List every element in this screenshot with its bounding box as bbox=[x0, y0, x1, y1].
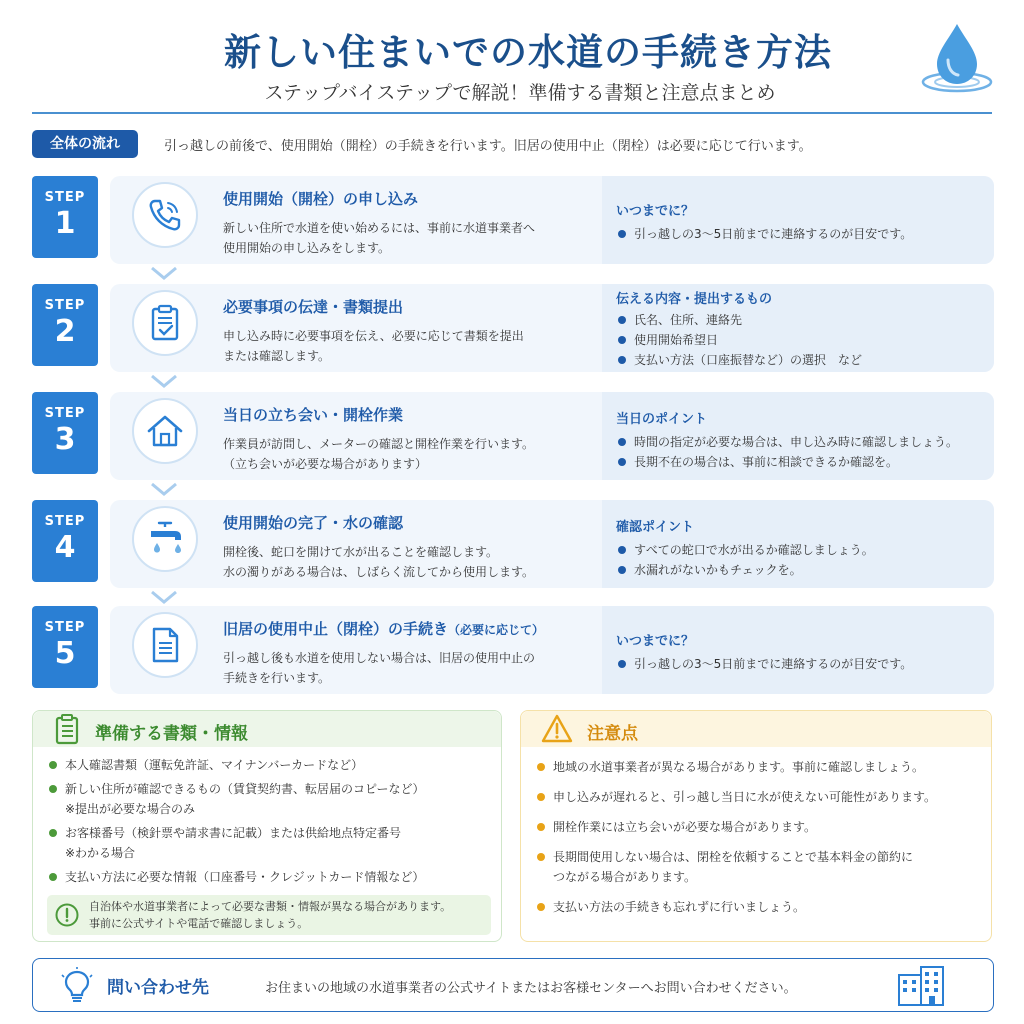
step-info-panel bbox=[602, 284, 994, 372]
faucet-icon bbox=[132, 506, 198, 572]
step-number: 1 bbox=[54, 206, 76, 241]
step-label: STEP bbox=[44, 298, 86, 313]
step-title-note: （必要に応じて） bbox=[448, 623, 545, 637]
info-list bbox=[616, 310, 862, 370]
list-item bbox=[47, 755, 425, 775]
step-desc-line: 手続きを行います。 bbox=[223, 671, 331, 685]
chevron-down-icon bbox=[148, 266, 180, 280]
step-badge bbox=[32, 176, 98, 258]
contact-title: 問い合わせ先 bbox=[107, 978, 209, 998]
item-note: ※わかる場合 bbox=[65, 846, 136, 860]
documents-note bbox=[47, 895, 491, 935]
step-desc-line: 新しい住所で水道を使い始めるには、事前に水道事業者へ bbox=[223, 221, 536, 235]
info-list bbox=[616, 540, 874, 580]
lightbulb-icon bbox=[59, 967, 95, 1005]
cautions-title: 注意点 bbox=[587, 724, 638, 744]
flow-text: 引っ越しの前後で、使用開始（開栓）の手続きを行います。旧居の使用中止（閉栓）は必要に応じて行います。 bbox=[164, 139, 812, 154]
step-badge bbox=[32, 392, 98, 474]
info-heading: 伝える内容・提出するもの bbox=[616, 292, 773, 307]
list-item bbox=[535, 757, 936, 777]
overall-flow bbox=[32, 130, 992, 158]
step-badge bbox=[32, 606, 98, 688]
step-title: 必要事項の伝達・書類提出 bbox=[223, 298, 404, 316]
documents-list bbox=[47, 755, 425, 891]
step-title: 使用開始（開栓）の申し込み bbox=[223, 190, 419, 208]
phone-icon bbox=[132, 182, 198, 248]
step-description bbox=[223, 326, 524, 366]
chevron-down-icon bbox=[148, 590, 180, 604]
info-heading: いつまでに？ bbox=[616, 204, 695, 219]
step-desc-line: 作業員が訪問し、メーターの確認と開栓作業を行います。 bbox=[223, 437, 535, 451]
step-info-panel bbox=[602, 176, 994, 264]
list-item bbox=[535, 847, 936, 887]
header-divider bbox=[32, 112, 992, 114]
warning-icon bbox=[541, 713, 573, 745]
list-item bbox=[47, 867, 425, 887]
cautions-header bbox=[521, 711, 991, 747]
building-icon bbox=[895, 965, 947, 1007]
step-description bbox=[223, 648, 535, 688]
step-desc-line: 使用開始の申し込みをします。 bbox=[223, 241, 391, 255]
info-item: 引っ越しの3〜5日前までに連絡するのが目安です。 bbox=[616, 654, 912, 674]
step-badge bbox=[32, 284, 98, 366]
info-heading: いつまでに？ bbox=[616, 634, 695, 649]
info-heading: 当日のポイント bbox=[616, 412, 708, 427]
step-1 bbox=[32, 176, 994, 264]
info-list bbox=[616, 224, 912, 244]
item-text: 開栓作業には立ち会いが必要な場合があります。 bbox=[553, 820, 817, 834]
step-desc-line: または確認します。 bbox=[223, 349, 331, 363]
info-list bbox=[616, 654, 912, 674]
step-4 bbox=[32, 500, 994, 588]
list-item bbox=[47, 823, 425, 863]
step-desc-line: （立ち会いが必要な場合があります） bbox=[223, 457, 428, 471]
step-title: 使用開始の完了・水の確認 bbox=[223, 514, 404, 532]
water-drop-icon bbox=[918, 20, 996, 98]
step-number: 2 bbox=[54, 314, 76, 349]
step-info-panel bbox=[602, 392, 994, 480]
step-number: 3 bbox=[54, 422, 76, 457]
step-description bbox=[223, 434, 534, 474]
document-icon bbox=[132, 612, 198, 678]
step-desc-line: 引っ越し後も水道を使用しない場合は、旧居の使用中止の bbox=[223, 651, 536, 665]
item-text: 申し込みが遅れると、引っ越し当日に水が使えない可能性があります。 bbox=[553, 790, 937, 804]
step-title bbox=[223, 618, 544, 639]
note-text bbox=[89, 898, 451, 932]
item-text-cont: つながる場合があります。 bbox=[553, 870, 697, 884]
step-label: STEP bbox=[44, 514, 86, 529]
contact-text: お住まいの地域の水道事業者の公式サイトまたはお客様センターへお問い合わせください。 bbox=[265, 981, 797, 996]
chevron-down-icon bbox=[148, 374, 180, 388]
step-description bbox=[223, 542, 534, 582]
step-title-text: 旧居の使用中止（閉栓）の手続き bbox=[223, 620, 449, 638]
header bbox=[0, 0, 1024, 118]
house-icon bbox=[132, 398, 198, 464]
info-item: すべての蛇口で水が出るか確認しましょう。 bbox=[616, 540, 874, 560]
item-text: 支払い方法に必要な情報（口座番号・クレジットカード情報など） bbox=[65, 870, 425, 884]
step-label: STEP bbox=[44, 190, 86, 205]
flow-badge: 全体の流れ bbox=[32, 130, 138, 158]
step-label: STEP bbox=[44, 620, 86, 635]
step-description bbox=[223, 218, 535, 258]
item-text: お客様番号（検針票や請求書に記載）または供給地点特定番号 bbox=[65, 826, 402, 840]
note-line: 自治体や水道事業者によって必要な書類・情報が異なる場合があります。 bbox=[89, 900, 452, 913]
chevron-down-icon bbox=[148, 482, 180, 496]
step-number: 5 bbox=[54, 636, 76, 671]
step-desc-line: 申し込み時に必要事項を伝え、必要に応じて書類を提出 bbox=[223, 329, 524, 343]
step-2 bbox=[32, 284, 994, 372]
clipboard-icon bbox=[132, 290, 198, 356]
step-title: 当日の立ち会い・開栓作業 bbox=[223, 406, 404, 424]
item-text: 支払い方法の手続きも忘れずに行いましょう。 bbox=[553, 900, 806, 914]
documents-box bbox=[32, 710, 502, 942]
item-text: 本人確認書類（運転免許証、マイナンバーカードなど） bbox=[65, 758, 364, 772]
page-subtitle: ステップバイステップで解説！準備する書類と注意点まとめ bbox=[264, 82, 776, 104]
clipboard-list-icon bbox=[51, 713, 83, 745]
item-text: 長期間使用しない場合は、閉栓を依頼することで基本料金の節約に bbox=[553, 850, 914, 864]
step-3 bbox=[32, 392, 994, 480]
info-item: 使用開始希望日 bbox=[616, 330, 862, 350]
info-item: 氏名、住所、連絡先 bbox=[616, 310, 862, 330]
step-label: STEP bbox=[44, 406, 86, 421]
step-info-panel bbox=[602, 606, 994, 694]
item-note: ※提出が必要な場合のみ bbox=[65, 802, 196, 816]
list-item bbox=[535, 787, 936, 807]
step-5 bbox=[32, 606, 994, 694]
step-number: 4 bbox=[54, 530, 76, 565]
documents-title: 準備する書類・情報 bbox=[95, 724, 248, 744]
info-item: 時間の指定が必要な場合は、申し込み時に確認しましょう。 bbox=[616, 432, 958, 452]
step-desc-line: 開栓後、蛇口を開けて水が出ることを確認します。 bbox=[223, 545, 499, 559]
note-line: 事前に公式サイトや電話で確認しましょう。 bbox=[89, 917, 309, 930]
step-badge bbox=[32, 500, 98, 582]
info-alert-icon bbox=[55, 903, 79, 927]
step-desc-line: 水の濁りがある場合は、しばらく流してから使用します。 bbox=[223, 565, 535, 579]
contact-bar bbox=[32, 958, 994, 1012]
list-item bbox=[535, 817, 936, 837]
page-title: 新しい住まいでの水道の手続き方法 bbox=[224, 31, 832, 74]
info-heading: 確認ポイント bbox=[616, 520, 695, 535]
info-item: 長期不在の場合は、事前に相談できるか確認を。 bbox=[616, 452, 958, 472]
step-info-panel bbox=[602, 500, 994, 588]
item-text: 地域の水道事業者が異なる場合があります。事前に確認しましょう。 bbox=[553, 760, 925, 774]
list-item bbox=[535, 897, 936, 917]
info-item: 引っ越しの3〜5日前までに連絡するのが目安です。 bbox=[616, 224, 912, 244]
list-item bbox=[47, 779, 425, 819]
info-item: 支払い方法（口座振替など）の選択 など bbox=[616, 350, 862, 370]
cautions-box bbox=[520, 710, 992, 942]
info-item: 水漏れがないかもチェックを。 bbox=[616, 560, 874, 580]
item-text: 新しい住所が確認できるもの（賃貸契約書、転居届のコピーなど） bbox=[65, 782, 425, 796]
documents-header bbox=[33, 711, 501, 747]
info-list bbox=[616, 432, 958, 472]
cautions-list bbox=[535, 757, 936, 927]
